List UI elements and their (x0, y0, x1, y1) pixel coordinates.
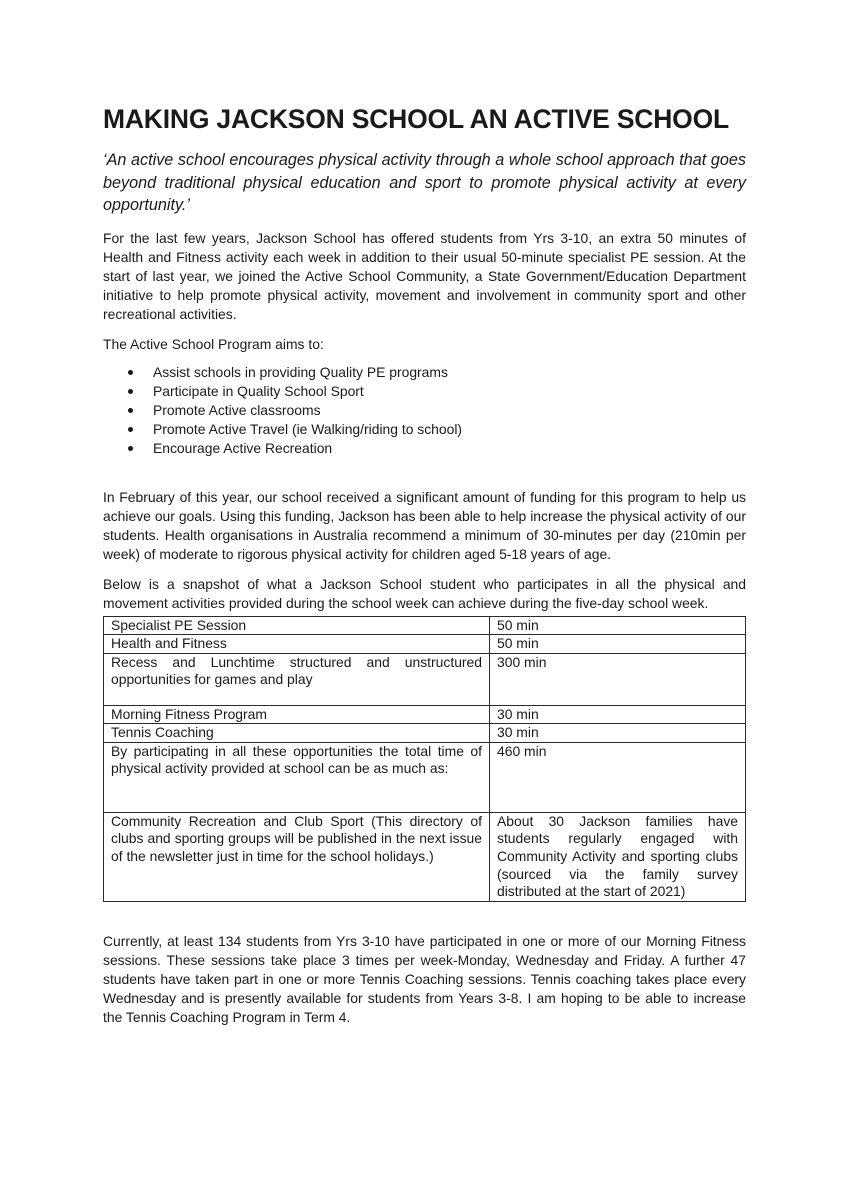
list-item (128, 439, 746, 458)
table-row (104, 742, 746, 812)
list-item (128, 420, 746, 439)
list-item-text: Encourage Active Recreation (153, 440, 333, 457)
list-item-text: Promote Active Travel (ie Walking/riding to school) (153, 421, 463, 438)
table-row (104, 616, 746, 635)
paragraph-participation: Currently, at least 134 students from Yrs 3-10 have participated in one or more of our Morning Fitness sessions. These sessions take place 3 times per week-Monday, Wednesday and Friday. A further 47 students have taken part in one or more Tennis Coaching sessions. Tennis coaching takes place every Wednesday and is presently available for students from Years 3-8. I am hoping to be able to increase the Tennis Coaching Program in Term 4. (103, 932, 746, 1025)
page-title: MAKING JACKSON SCHOOL AN ACTIVE SCHOOL (103, 104, 729, 134)
list-item (128, 382, 746, 401)
bullet-icon (128, 389, 133, 394)
table-row (104, 635, 746, 654)
bullet-icon (128, 427, 133, 432)
list-item (128, 363, 746, 382)
paragraph-funding: In February of this year, our school received a significant amount of funding for this program to help us achieve our goals. Using this funding, Jackson has been able to help increase the physical activity of our students. Health organisations in Australia recommend a minimum of 30-minutes per day (210min per week) of moderate to rigorous physical activity for children aged 5-18 years of age. (103, 488, 746, 562)
table-row (104, 705, 746, 724)
list-item-text: Assist schools in providing Quality PE programs (153, 363, 448, 380)
intro-quote: ‘An active school encourages physical activity through a whole school approach that goes beyond traditional physical education and sport to promote physical activity at every opportunity.’ (103, 151, 746, 214)
list-item (128, 401, 746, 420)
table-cell-activity: Tennis Coaching (104, 724, 490, 743)
table-cell-time: 460 min (490, 742, 746, 812)
table-cell-activity: Specialist PE Session (104, 616, 490, 635)
table-row (104, 653, 746, 705)
table-cell-time: 50 min (490, 635, 746, 654)
document-body (103, 104, 746, 1038)
table-cell-time: 50 min (490, 616, 746, 635)
table-cell-activity: Community Recreation and Club Sport (This directory of clubs and sporting groups will be published in the next issue of the newsletter just in time for the school holidays.) (104, 812, 490, 901)
activity-table (103, 616, 746, 902)
aims-intro: The Active School Program aims to: (103, 335, 324, 352)
table-cell-activity: Morning Fitness Program (104, 705, 490, 724)
table-row (104, 812, 746, 901)
table-cell-activity: By participating in all these opportunities the total time of physical activity provided at school can be as much as: (104, 742, 490, 812)
bullet-icon (128, 446, 133, 451)
bullet-icon (128, 370, 133, 375)
aims-list (103, 363, 746, 459)
spacer (103, 459, 746, 488)
paragraph-snapshot: Below is a snapshot of what a Jackson School student who participates in all the physical and movement activities provided during the school week can achieve during the five-day school week. (103, 575, 746, 611)
table-cell-activity: Recess and Lunchtime structured and unstructured opportunities for games and play (104, 653, 490, 705)
paragraph-background: For the last few years, Jackson School has offered students from Yrs 3-10, an extra 50 minutes of Health and Fitness activity each week in addition to their usual 50-minute specialist PE session. At the start of last year, we joined the Active School Community, a State Government/Education Department initiative to help promote physical activity, movement and involvement in community sport and other recreational activities. (103, 229, 746, 322)
table-row (104, 724, 746, 743)
list-item-text: Promote Active classrooms (153, 401, 321, 418)
table-cell-activity: Health and Fitness (104, 635, 490, 654)
table-cell-time: 30 min (490, 705, 746, 724)
list-item-text: Participate in Quality School Sport (153, 382, 364, 399)
table-cell-time: 30 min (490, 724, 746, 743)
table-cell-time: 300 min (490, 653, 746, 705)
table-cell-time: About 30 Jackson families have students regularly engaged with Community Activity and sporting clubs (sourced via the family survey distributed at the start of 2021) (490, 812, 746, 901)
bullet-icon (128, 408, 133, 413)
